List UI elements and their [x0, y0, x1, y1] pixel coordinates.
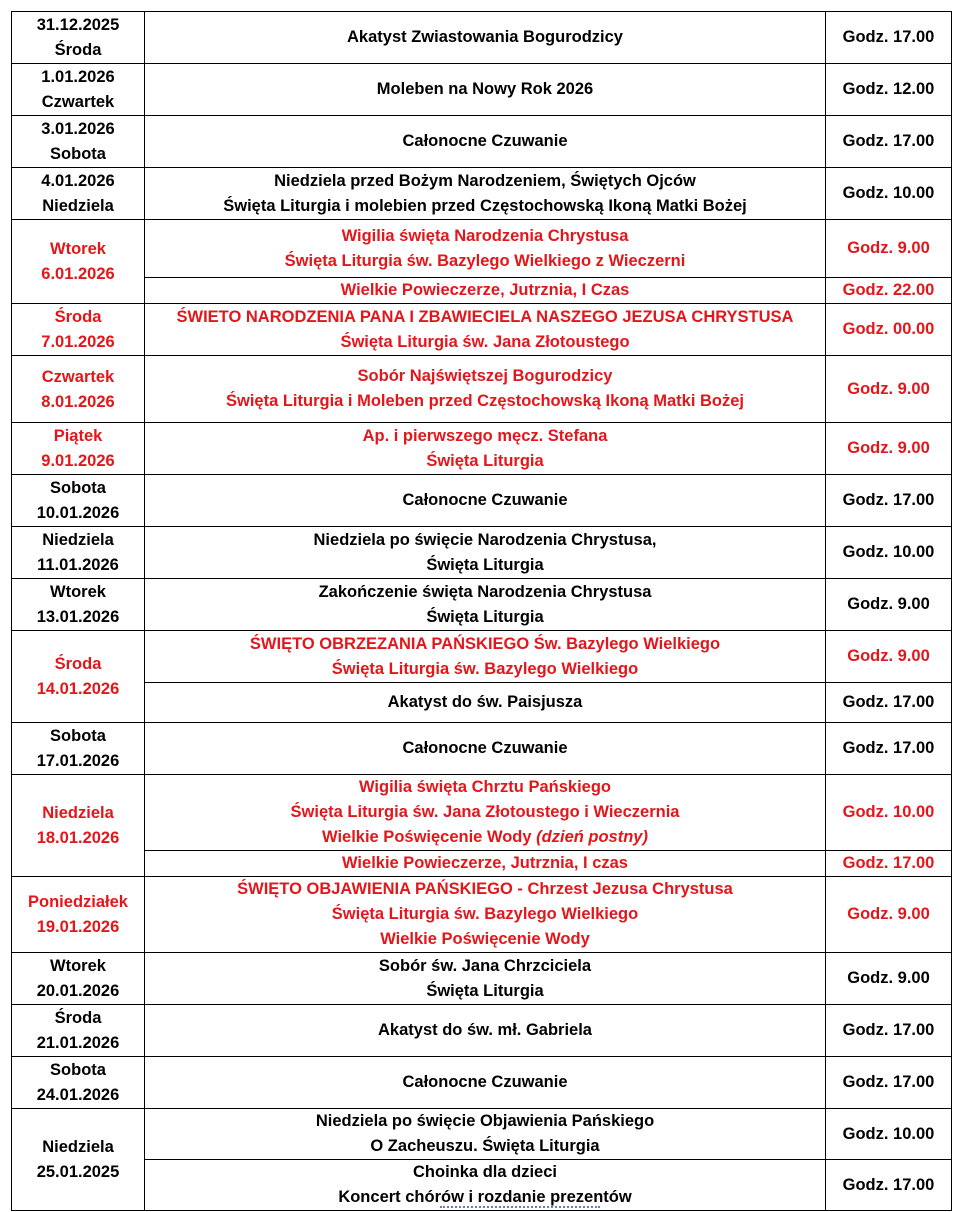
schedule-row [12, 953, 952, 1005]
service-text: Święta Liturgia św. Bazylego Wielkiego [331, 659, 639, 678]
date-cell [12, 527, 145, 579]
service-line [145, 851, 825, 876]
service-line [145, 488, 825, 513]
service-text: Całonocne Czuwanie [402, 739, 568, 757]
service-text: Święta Liturgia [426, 555, 544, 574]
schedule-row [12, 631, 952, 683]
service-line [145, 278, 825, 303]
service-text: O Zacheuszu. Święta Liturgia [370, 1137, 600, 1155]
date-line: Piątek [53, 427, 103, 445]
service-line [145, 1018, 825, 1043]
schedule-row [12, 475, 952, 527]
service-text: Całonocne Czuwanie [402, 1073, 568, 1091]
date-line: 19.01.2026 [36, 918, 120, 936]
service-text: Wielkie Powieczerze, Jutrznia, I Czas [340, 281, 630, 299]
date-line: 20.01.2026 [36, 982, 120, 1000]
time-cell: Godz. 9.00 [826, 220, 952, 278]
date-line: Czwartek [41, 93, 115, 111]
time-cell: Godz. 17.00 [826, 12, 952, 64]
service-text: Wielkie Poświęcenie Wody [322, 828, 532, 846]
schedule-row [12, 423, 952, 475]
date-cell [12, 168, 145, 220]
service-cell [145, 723, 826, 775]
service-cell [145, 220, 826, 278]
date-line: 24.01.2026 [36, 1086, 120, 1104]
date-cell [12, 953, 145, 1005]
service-line [145, 424, 825, 449]
schedule-row [12, 64, 952, 116]
date-line: Sobota [50, 727, 106, 745]
date-line: 31.12.2025 [36, 16, 120, 34]
service-line [145, 979, 825, 1004]
time-cell: Godz. 9.00 [826, 877, 952, 953]
date-line: Sobota [50, 479, 106, 497]
service-text: Wigilia święta Narodzenia Chrystusa [341, 226, 629, 245]
schedule-row [12, 304, 952, 356]
time-cell: Godz. 9.00 [826, 631, 952, 683]
schedule-row [12, 220, 952, 278]
date-cell [12, 116, 145, 168]
time-cell: Godz. 22.00 [826, 278, 952, 304]
footer-link-fragment [440, 1206, 600, 1212]
date-line: 17.01.2026 [36, 752, 120, 770]
service-cell [145, 851, 826, 877]
date-line: 11.01.2026 [37, 556, 119, 574]
date-line: Niedziela [42, 804, 114, 822]
date-line: 10.01.2026 [36, 504, 120, 522]
date-line: 25.01.2025 [36, 1163, 120, 1181]
schedule-row [12, 1109, 952, 1160]
service-text: Wigilia święta Chrztu Pańskiego [359, 778, 611, 796]
schedule-row [12, 683, 952, 723]
service-text: Akatyst do św. Paisjusza [387, 693, 583, 711]
service-line [145, 927, 825, 952]
service-text: Choinka dla dzieci [413, 1163, 557, 1181]
date-line: Poniedziałek [28, 893, 128, 911]
date-line: 21.01.2026 [36, 1034, 120, 1052]
service-text: Niedziela po święcie Objawienia Pańskiego [315, 1112, 655, 1130]
service-text: Święta Liturgia św. Bazylego Wielkiego z Wieczerni [284, 251, 686, 270]
service-cell [145, 683, 826, 723]
service-text: Święta Liturgia i Moleben przed Częstochowską Ikoną Matki Bożej [225, 392, 745, 410]
date-line: Czwartek [41, 367, 115, 386]
date-line: Niedziela [42, 1138, 114, 1156]
date-cell [12, 631, 145, 723]
service-cell [145, 423, 826, 475]
date-line: Wtorek [50, 957, 106, 975]
date-cell [12, 1005, 145, 1057]
service-line [145, 330, 825, 355]
date-line: Sobota [50, 1061, 106, 1079]
service-line [145, 877, 825, 902]
date-line: Środa [54, 655, 102, 673]
schedule-row [12, 1160, 952, 1211]
date-line: 18.01.2026 [36, 829, 120, 847]
service-text: Akatyst Zwiastowania Bogurodzicy [347, 28, 623, 46]
date-line: Niedziela [42, 197, 114, 215]
service-line [145, 364, 825, 389]
service-line [145, 77, 825, 102]
service-line [145, 605, 825, 630]
service-line [145, 580, 825, 605]
date-line: 3.01.2026 [41, 120, 115, 138]
service-cell [145, 356, 826, 423]
service-line [145, 553, 825, 578]
date-line: Środa [54, 41, 102, 59]
service-text: Wielkie Powieczerze, Jutrznia, I czas [342, 854, 628, 872]
service-text: ŚWIETO NARODZENIA PANA I ZBAWIECIELA NASZEGO JEZUSA CHRYSTUSA [176, 307, 794, 326]
service-cell [145, 877, 826, 953]
service-cell [145, 1160, 826, 1211]
service-cell [145, 527, 826, 579]
schedule-row [12, 116, 952, 168]
date-cell [12, 475, 145, 527]
time-cell: Godz. 17.00 [826, 1005, 952, 1057]
service-cell [145, 168, 826, 220]
service-text: Całonocne Czuwanie [402, 132, 568, 150]
service-line [145, 528, 825, 553]
service-line [145, 224, 825, 249]
service-text: Święta Liturgia i molebien przed Częstochowską Ikoną Matki Bożej [223, 196, 747, 215]
service-text: Niedziela przed Bożym Narodzeniem, Świętych Ojców [274, 171, 696, 190]
service-cell [145, 775, 826, 851]
service-text: Święta Liturgia św. Bazylego Wielkiego [331, 905, 639, 923]
date-line: 7.01.2026 [41, 333, 115, 351]
date-line: Niedziela [42, 531, 114, 549]
time-cell: Godz. 17.00 [826, 683, 952, 723]
date-line: Wtorek [50, 240, 106, 258]
schedule-row [12, 356, 952, 423]
service-line [145, 194, 825, 219]
time-cell: Godz. 17.00 [826, 1160, 952, 1211]
service-text: Ap. i pierwszego męcz. Stefana [362, 426, 608, 445]
time-cell: Godz. 9.00 [826, 953, 952, 1005]
schedule-row [12, 278, 952, 304]
date-cell [12, 12, 145, 64]
service-text: Święta Liturgia [426, 607, 544, 626]
date-line: 9.01.2026 [41, 452, 115, 470]
service-cell [145, 64, 826, 116]
time-cell: Godz. 17.00 [826, 116, 952, 168]
service-line [145, 1070, 825, 1095]
service-line [145, 389, 825, 414]
date-line: 4.01.2026 [41, 172, 115, 190]
service-line [145, 129, 825, 154]
service-cell [145, 631, 826, 683]
time-cell: Godz. 17.00 [826, 723, 952, 775]
schedule-row [12, 12, 952, 64]
service-cell [145, 304, 826, 356]
schedule-body [12, 12, 952, 1211]
service-text: Sobór św. Jana Chrzciciela [378, 956, 592, 975]
service-line [145, 169, 825, 194]
schedule-row [12, 723, 952, 775]
fast-day-note: (dzień postny) [536, 828, 648, 846]
schedule-table [11, 11, 952, 1211]
schedule-row [12, 527, 952, 579]
time-cell: Godz. 17.00 [826, 851, 952, 877]
service-cell [145, 278, 826, 304]
service-line [145, 25, 825, 50]
service-line [145, 1109, 825, 1134]
date-cell [12, 423, 145, 475]
service-text: ŚWIĘTO OBRZEZANIA PAŃSKIEGO Św. Bazylego Wielkiego [249, 634, 721, 653]
schedule-row [12, 877, 952, 953]
service-cell [145, 579, 826, 631]
service-text: Zakończenie święta Narodzenia Chrystusa [318, 582, 652, 601]
date-cell [12, 775, 145, 877]
schedule-row [12, 1057, 952, 1109]
service-cell [145, 116, 826, 168]
date-cell [12, 64, 145, 116]
service-text: Święta Liturgia [426, 981, 544, 1000]
service-text: Święta Liturgia św. Jana Złotoustego i Wieczernia [290, 803, 680, 821]
service-line [145, 775, 825, 800]
service-text: Moleben na Nowy Rok 2026 [376, 80, 594, 98]
date-cell [12, 356, 145, 423]
service-text: Święta Liturgia św. Jana Złotoustego [340, 332, 630, 351]
date-line: 6.01.2026 [41, 265, 115, 283]
service-cell [145, 475, 826, 527]
date-line: 14.01.2026 [36, 680, 120, 698]
service-text: Akatyst do św. mł. Gabriela [378, 1021, 592, 1039]
service-line [145, 800, 825, 825]
service-line [145, 632, 825, 657]
service-line [145, 1134, 825, 1159]
service-cell [145, 1109, 826, 1160]
schedule-row [12, 775, 952, 851]
time-cell: Godz. 10.00 [826, 775, 952, 851]
time-cell: Godz. 9.00 [826, 423, 952, 475]
time-cell: Godz. 10.00 [826, 1109, 952, 1160]
schedule-row [12, 168, 952, 220]
service-line [145, 825, 825, 850]
service-line [145, 690, 825, 715]
time-cell: Godz. 9.00 [826, 579, 952, 631]
service-text: Sobór Najświętszej Bogurodzicy [357, 367, 613, 385]
service-line [145, 657, 825, 682]
date-line: 13.01.2026 [36, 608, 120, 626]
service-line [145, 954, 825, 979]
date-cell [12, 877, 145, 953]
service-cell [145, 953, 826, 1005]
service-text: Koncert chórów i rozdanie prezentów [338, 1188, 632, 1206]
service-line [145, 305, 825, 330]
date-line: Wtorek [50, 583, 106, 601]
date-cell [12, 579, 145, 631]
service-text: Niedziela po święcie Narodzenia Chrystusa, [313, 530, 657, 549]
service-cell [145, 1005, 826, 1057]
schedule-row [12, 1005, 952, 1057]
date-line: 8.01.2026 [41, 392, 115, 411]
date-cell [12, 723, 145, 775]
date-cell [12, 304, 145, 356]
service-text: Święta Liturgia [426, 451, 544, 470]
service-text: Wielkie Poświęcenie Wody [380, 930, 590, 948]
time-cell: Godz. 00.00 [826, 304, 952, 356]
time-cell: Godz. 10.00 [826, 527, 952, 579]
time-cell: Godz. 17.00 [826, 475, 952, 527]
time-cell: Godz. 9.00 [826, 356, 952, 423]
service-text: ŚWIĘTO OBJAWIENIA PAŃSKIEGO - Chrzest Jezusa Chrystusa [237, 880, 733, 898]
schedule-row [12, 579, 952, 631]
time-cell: Godz. 10.00 [826, 168, 952, 220]
service-line [145, 736, 825, 761]
service-cell [145, 1057, 826, 1109]
date-line: 1.01.2026 [41, 68, 115, 86]
service-line [145, 902, 825, 927]
date-line: Środa [54, 308, 102, 326]
date-cell [12, 220, 145, 304]
service-line [145, 449, 825, 474]
time-cell: Godz. 17.00 [826, 1057, 952, 1109]
service-line [145, 1160, 825, 1185]
date-cell [12, 1057, 145, 1109]
date-line: Sobota [50, 145, 106, 163]
date-cell [12, 1109, 145, 1211]
date-line: Środa [54, 1009, 102, 1027]
time-cell: Godz. 12.00 [826, 64, 952, 116]
service-cell [145, 12, 826, 64]
schedule-row [12, 851, 952, 877]
service-text: Całonocne Czuwanie [402, 491, 568, 509]
service-line [145, 249, 825, 274]
